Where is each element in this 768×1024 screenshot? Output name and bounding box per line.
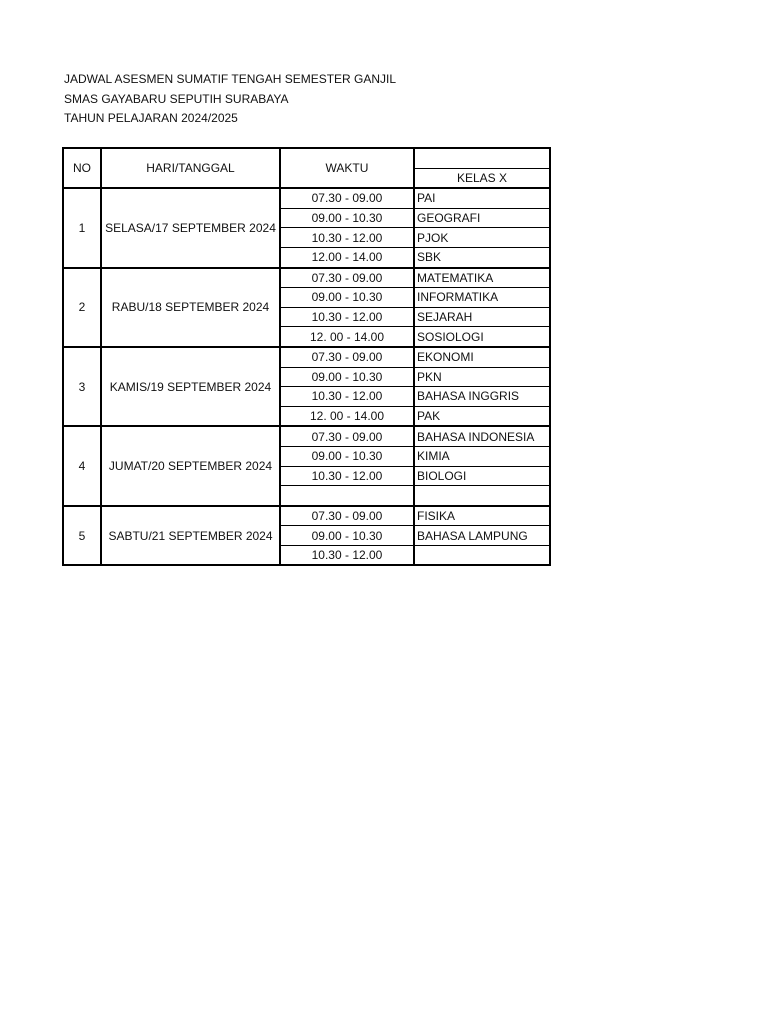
time-slot: 10.30 - 12.00 <box>280 466 414 486</box>
subject: MATEMATIKA <box>414 268 550 288</box>
header-class: KELAS X <box>414 168 550 188</box>
day-number: 1 <box>63 188 101 267</box>
subject: BIOLOGI <box>414 466 550 486</box>
table-row <box>63 188 550 208</box>
subject: PKN <box>414 367 550 387</box>
header-class-top <box>414 148 550 168</box>
time-slot: 09.00 - 10.30 <box>280 367 414 387</box>
time-slot: 12. 00 - 14.00 <box>280 327 414 347</box>
subject: EKONOMI <box>414 347 550 367</box>
header-time: WAKTU <box>280 148 414 188</box>
document-title: JADWAL ASESMEN SUMATIF TENGAH SEMESTER GANJIL <box>64 72 397 86</box>
day-number: 3 <box>63 347 101 426</box>
table-row <box>63 268 550 288</box>
time-slot: 09.00 - 10.30 <box>280 288 414 308</box>
day-date: JUMAT/20 SEPTEMBER 2024 <box>101 426 280 505</box>
subject: PAK <box>414 406 550 426</box>
time-slot: 07.30 - 09.00 <box>280 268 414 288</box>
time-slot: 07.30 - 09.00 <box>280 188 414 208</box>
day-date: SABTU/21 SEPTEMBER 2024 <box>101 506 280 566</box>
time-slot: 07.30 - 09.00 <box>280 347 414 367</box>
day-number: 4 <box>63 426 101 505</box>
time-slot <box>280 486 414 506</box>
schedule-body <box>63 188 550 565</box>
time-slot: 10.30 - 12.00 <box>280 387 414 407</box>
subject: BAHASA INDONESIA <box>414 426 550 446</box>
day-date: KAMIS/19 SEPTEMBER 2024 <box>101 347 280 426</box>
subject: SEJARAH <box>414 307 550 327</box>
school-name: SMAS GAYABARU SEPUTIH SURABAYA <box>64 92 289 106</box>
subject: KIMIA <box>414 446 550 466</box>
time-slot: 07.30 - 09.00 <box>280 426 414 446</box>
subject: INFORMATIKA <box>414 288 550 308</box>
subject: SBK <box>414 247 550 267</box>
subject: SOSIOLOGI <box>414 327 550 347</box>
table-row <box>63 347 550 367</box>
time-slot: 10.30 - 12.00 <box>280 307 414 327</box>
day-date: SELASA/17 SEPTEMBER 2024 <box>101 188 280 267</box>
table-row <box>63 426 550 446</box>
day-number: 2 <box>63 268 101 347</box>
time-slot: 09.00 - 10.30 <box>280 446 414 466</box>
table-header-row-top <box>63 148 550 168</box>
header-day: HARI/TANGGAL <box>101 148 280 188</box>
table-row <box>63 506 550 526</box>
subject <box>414 545 550 565</box>
time-slot: 09.00 - 10.30 <box>280 526 414 546</box>
subject: GEOGRAFI <box>414 208 550 228</box>
header-no: NO <box>63 148 101 188</box>
time-slot: 12.00 - 14.00 <box>280 247 414 267</box>
subject: PAI <box>414 188 550 208</box>
subject: BAHASA INGGRIS <box>414 387 550 407</box>
time-slot: 09.00 - 10.30 <box>280 208 414 228</box>
time-slot: 12. 00 - 14.00 <box>280 406 414 426</box>
day-date: RABU/18 SEPTEMBER 2024 <box>101 268 280 347</box>
subject: PJOK <box>414 228 550 248</box>
day-number: 5 <box>63 506 101 566</box>
academic-year: TAHUN PELAJARAN 2024/2025 <box>64 111 238 125</box>
time-slot: 07.30 - 09.00 <box>280 506 414 526</box>
schedule-table <box>62 147 551 566</box>
subject: BAHASA LAMPUNG <box>414 526 550 546</box>
subject: FISIKA <box>414 506 550 526</box>
time-slot: 10.30 - 12.00 <box>280 228 414 248</box>
subject <box>414 486 550 506</box>
time-slot: 10.30 - 12.00 <box>280 545 414 565</box>
